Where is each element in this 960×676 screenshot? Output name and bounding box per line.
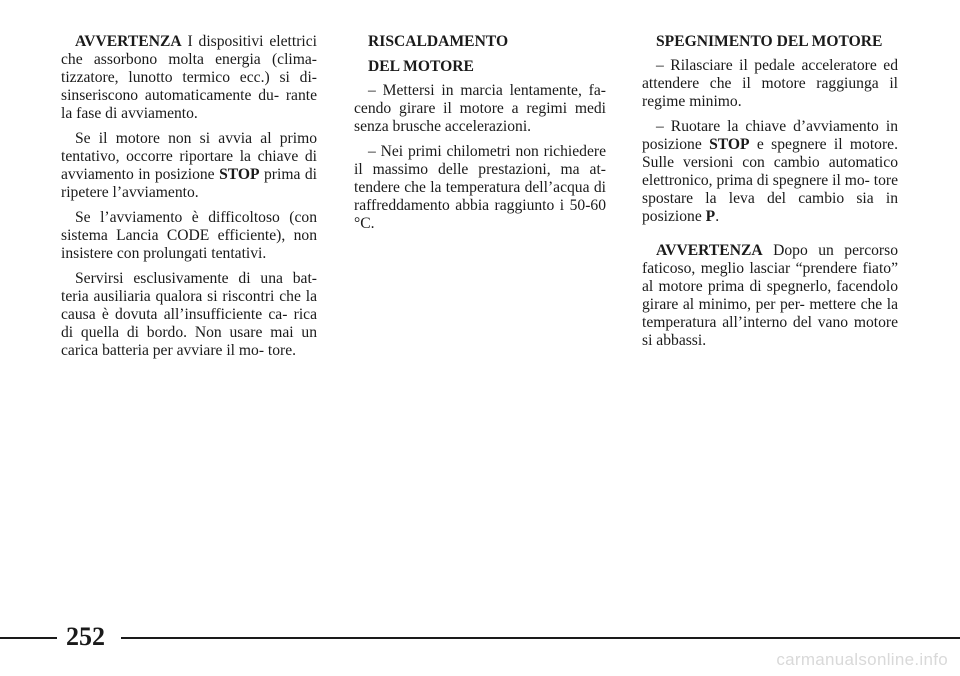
paragraph-text: e spegnere il motore. Sulle versioni con cambio automatico elettronico, prima di spegnere il mo- tore spostare la leva del cambio sia in posizione bbox=[642, 136, 898, 225]
middle-column bbox=[354, 33, 606, 240]
left-column bbox=[61, 33, 317, 367]
footer-rule-left bbox=[0, 637, 57, 639]
paragraph-auxiliary-battery: Servirsi esclusivamente di una bat- teria ausiliaria qualora si riscontri che la causa è dovuta all’insufficiente ca- rica di quella di bordo. Non usare mai un carica batteria per avviare il mo- tore. bbox=[61, 270, 317, 359]
warning-text: Dopo un percorso faticoso, meglio lasciar “prendere fiato” al motore prima di spegnerlo, facendolo girare al minimo, per per- mettere che la temperatura all’interno del vano motore si abbassi. bbox=[642, 242, 898, 349]
section-heading-warmup-line2: DEL MOTORE bbox=[368, 58, 474, 75]
paragraph-turn-key bbox=[642, 118, 898, 226]
right-column bbox=[642, 33, 898, 357]
section-heading-warmup-line1: RISCALDAMENTO bbox=[368, 33, 509, 50]
warning-label: AVVERTENZA bbox=[75, 33, 182, 50]
warning-paragraph-cooldown bbox=[642, 242, 898, 350]
paragraph-first-kilometers: – Nei primi chilometri non richiedere il massimo delle prestazioni, ma at- tendere che la temperatura dell’acqua di raffreddamento abbia raggiunto i 50-60 °C. bbox=[354, 143, 606, 232]
paragraph-release-pedal: – Rilasciare il pedale acceleratore ed attendere che il motore raggiunga il regime minimo. bbox=[642, 57, 898, 110]
watermark: carmanualsonline.info bbox=[776, 650, 948, 669]
paragraph-text: Se il motore non si avvia al primo tentativo, occorre riportare la chiave di avviamento in posizione bbox=[61, 130, 317, 183]
section-heading-engine-shutdown: SPEGNIMENTO DEL MOTORE bbox=[656, 33, 883, 50]
paragraph-difficult-start: Se l’avviamento è difficoltoso (con sistema Lancia CODE efficiente), non insistere con prolungati tentativi. bbox=[61, 209, 317, 262]
paragraph-text: prima di ripetere l’avviamento. bbox=[61, 166, 317, 201]
park-keyword: P bbox=[705, 208, 716, 225]
paragraph-text: – Ruotare la chiave d’avviamento in posizione bbox=[642, 118, 898, 153]
paragraph-text: . bbox=[715, 208, 720, 225]
footer-rule-right bbox=[121, 637, 960, 639]
page-number: 252 bbox=[66, 622, 105, 651]
paragraph-engine-no-start bbox=[61, 130, 317, 202]
warning-text: I dispositivi elettrici che assorbono molta energia (clima- tizzatore, lunotto termico ecc.) si di- sinseriscono automaticamente du- rante la fase di avviamento. bbox=[61, 33, 317, 122]
stop-keyword: STOP bbox=[219, 166, 260, 183]
stop-keyword: STOP bbox=[709, 136, 750, 153]
paragraph-drive-slowly: – Mettersi in marcia lentamente, fa- cendo girare il motore a regimi medi senza brusche accelerazioni. bbox=[354, 82, 606, 135]
warning-paragraph-electrical bbox=[61, 33, 317, 123]
warning-label: AVVERTENZA bbox=[656, 242, 763, 259]
